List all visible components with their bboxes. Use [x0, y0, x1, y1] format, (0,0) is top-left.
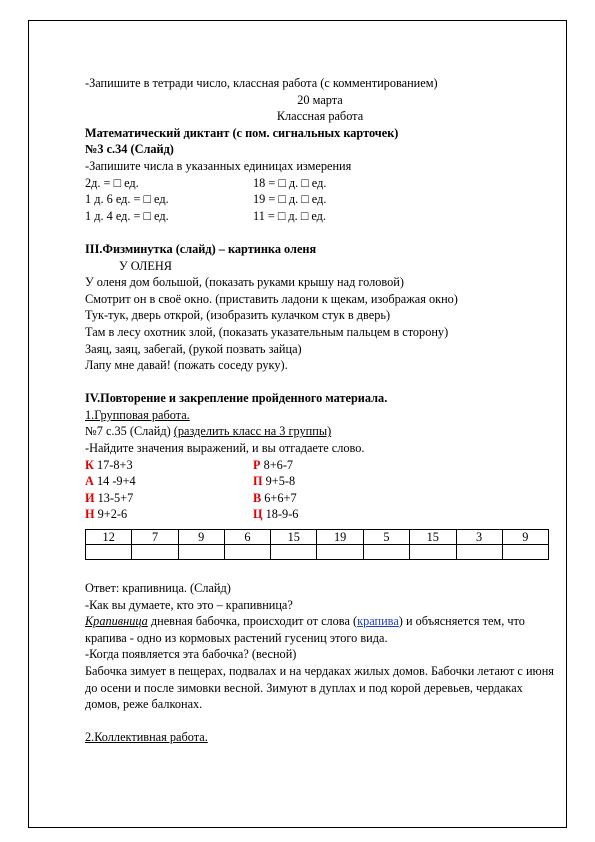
expr-letter: Н [85, 507, 95, 522]
expr-letter: И [85, 490, 95, 505]
answer-number-cell: 5 [363, 530, 409, 545]
question-line: -Как вы думаете, кто это – крапивница? [85, 597, 293, 612]
expression-row [85, 473, 555, 490]
units-row [85, 208, 555, 225]
descr-link[interactable]: крапива [357, 614, 399, 629]
answer-letter-cell [132, 545, 178, 560]
poem-line: Там в лесу охотник злой, (показать указательным пальцем в сторону) [85, 324, 449, 339]
expression-row [85, 490, 555, 507]
units-row [85, 175, 555, 192]
find-values-instruction: -Найдите значения выражений, и вы отгадаете слово. [85, 441, 365, 456]
task7-line [85, 423, 555, 440]
units-left-item: 1 д. 6 ед. = □ ед. [85, 192, 169, 207]
answer-number-cell: 9 [502, 530, 548, 545]
answer-table [85, 529, 549, 560]
section4-heading: IV.Повторение и закрепление пройденного материала. [85, 391, 388, 406]
poem-line: Смотрит он в своё окно. (приставить ладони к щекам, изображая окно) [85, 291, 458, 306]
descr-word: Крапивница [85, 614, 148, 629]
descr-text-end: ) и объясняется тем, что крапива - одно из кормовых растений гусениц этого вида. [85, 614, 525, 645]
answer-letter-cell [456, 545, 502, 560]
answer-number-cell: 6 [224, 530, 270, 545]
fizminutka-heading: III.Физминутка (слайд) – картинка оленя [85, 241, 317, 256]
expr-letter: Ц [253, 507, 263, 522]
task7-note: (разделить класс на 3 группы) [173, 424, 332, 439]
expr-text: 8+6-7 [260, 457, 294, 472]
expr-letter: П [253, 474, 263, 489]
intro-line: -Запишите в тетради число, классная работа (с комментированием) [85, 76, 438, 90]
poem-line: Заяц, заяц, забегай, (рукой позвать зайца) [85, 341, 302, 356]
task3-heading: №3 с.34 (Слайд) [85, 142, 174, 157]
units-right-item: 18 = □ д. □ ед. [253, 175, 327, 190]
answer-letter-cell [86, 545, 132, 560]
units-right-item: 11 = □ д. □ ед. [253, 208, 326, 223]
answer-letter-cell [224, 545, 270, 560]
descr-text: дневная бабочка, происходит от слова ( [147, 614, 358, 629]
expr-letter: Р [253, 457, 261, 472]
answer-letter-cell [410, 545, 456, 560]
butterfly-paragraph: Бабочка зимует в пещерах, подвалах и на чердаках жилых домов. Бабочки летают с июня до осени и после зимовки весной. Зимуют в дуплах и под корой деревьев, чердаках домов, реже балконах. [85, 664, 554, 712]
document-body [85, 75, 555, 746]
answer-letter-cell [271, 545, 317, 560]
expr-text: 6+6+7 [261, 490, 297, 505]
answer-number-cell: 12 [86, 530, 132, 545]
answer-number-cell: 19 [317, 530, 363, 545]
expression-row [85, 457, 555, 474]
date: 20 марта [297, 92, 343, 107]
expr-text: 14 -9+4 [93, 474, 136, 489]
answer-line: Ответ: крапивница. (Слайд) [85, 581, 231, 596]
expr-text: 9+5-8 [262, 474, 296, 489]
answer-letter-cell [317, 545, 363, 560]
description-paragraph [85, 613, 555, 646]
work-title: Классная работа [276, 109, 364, 124]
answer-letter-cell [178, 545, 224, 560]
units-instruction: -Запишите числа в указанных единицах измерения [85, 158, 352, 173]
answer-letters-row [86, 545, 549, 560]
expr-letter: В [253, 490, 262, 505]
answer-number-cell: 3 [456, 530, 502, 545]
answer-numbers-row [86, 530, 549, 545]
units-left-item: 2д. = □ ед. [85, 175, 139, 190]
expr-text: 9+2-6 [94, 507, 128, 522]
task7-number: №7 с.35 (Слайд) [85, 424, 174, 439]
dictation-heading: Математический диктант (с пом. сигнальных карточек) [85, 125, 399, 140]
answer-number-cell: 15 [271, 530, 317, 545]
expr-text: 13-5+7 [94, 490, 134, 505]
units-row [85, 191, 555, 208]
poem-line: Лапу мне давай! (пожать соседу руку). [85, 358, 288, 373]
units-right-item: 19 = □ д. □ ед. [253, 192, 327, 207]
expression-row [85, 506, 555, 523]
poem-line: Тук-тук, дверь открой, (изобразить кулачком стук в дверь) [85, 308, 391, 323]
units-left-item: 1 д. 4 ед. = □ ед. [85, 208, 169, 223]
poem-title: У ОЛЕНЯ [119, 258, 172, 273]
expr-letter: А [85, 474, 94, 489]
expr-text: 18-9-6 [262, 507, 299, 522]
answer-number-cell: 15 [410, 530, 456, 545]
poem-line: У оленя дом большой, (показать руками крышу над головой) [85, 275, 404, 290]
answer-number-cell: 7 [132, 530, 178, 545]
answer-letter-cell [502, 545, 548, 560]
answer-letter-cell [363, 545, 409, 560]
answer-number-cell: 9 [178, 530, 224, 545]
expr-text: 17-8+3 [93, 457, 133, 472]
group-work-heading: 1.Групповая работа. [85, 407, 190, 422]
expr-letter: К [85, 457, 94, 472]
collective-work-heading: 2.Коллективная работа. [85, 730, 208, 745]
question-line: -Когда появляется эта бабочка? (весной) [85, 647, 297, 662]
